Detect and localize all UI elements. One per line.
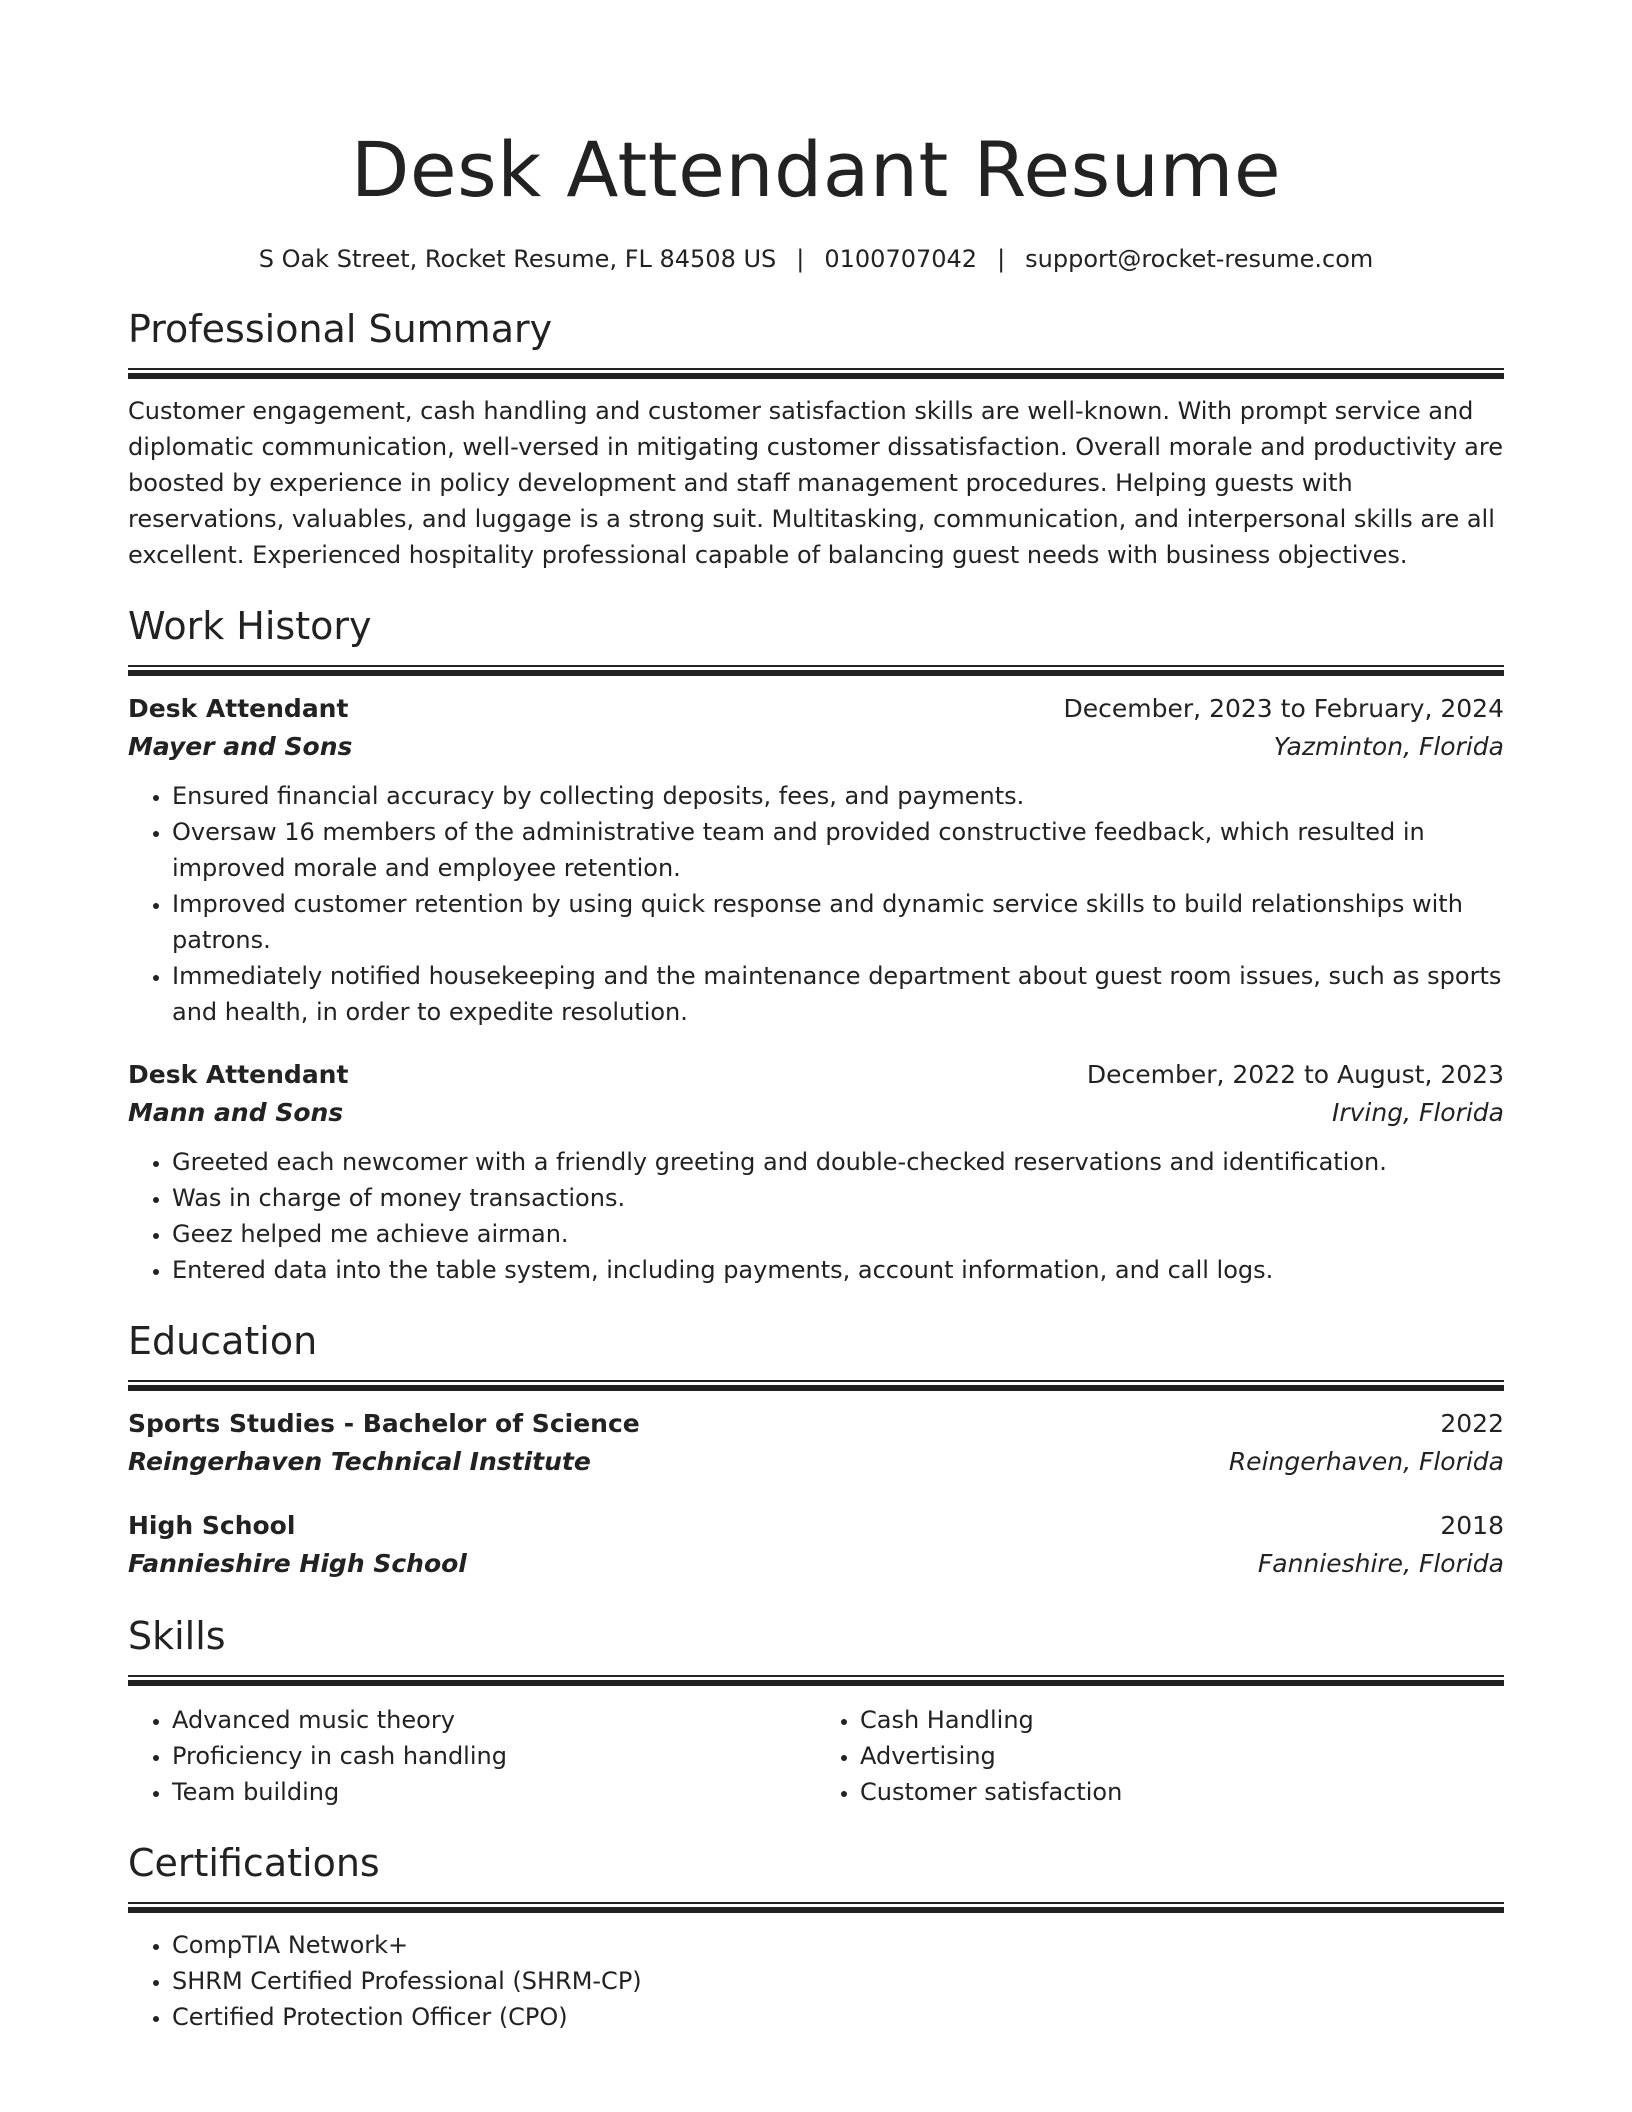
section-divider [128,368,1504,379]
certification-item: • SHRM Certified Professional (SHRM-CP) [172,1963,1504,1999]
skills-list-left [128,1702,816,1810]
summary-text: Customer engagement, cash handling and customer satisfaction skills are well-known. With prompt service and diplomatic communication, well-versed in mitigating customer dissatisfaction. Overall morale and productivity are boosted by experience in policy development and staff management procedures. Helping guests with reservations, valuables, and luggage is a strong suit. Multitasking, communication, and interpersonal skills are all excellent. Experienced hospitality professional capable of balancing guest needs with business objectives. [128,397,1503,569]
education-year: 2022 [1440,1409,1504,1438]
job-duty-item: • Was in charge of money transactions. [172,1180,1504,1216]
work-history-section [128,601,1504,1288]
job-duty-item: • Immediately notified housekeeping and the maintenance department about guest room issues, such as sports and health, in order to expedite resolution. [172,958,1504,1030]
job-dates: December, 2022 to August, 2023 [1086,1060,1504,1089]
job-duty-item: • Improved customer retention by using quick response and dynamic service skills to build relationships with patrons. [172,886,1504,958]
education-location: Reingerhaven, Florida [1228,1447,1504,1476]
summary-section [128,304,1504,573]
section-divider [128,1902,1504,1913]
contact-line [128,242,1504,276]
education-entry [128,1405,1504,1481]
job-location: Yazminton, Florida [1273,732,1504,761]
job-title: Desk Attendant [128,694,349,723]
section-divider [128,1675,1504,1686]
work-history-heading: Work History [128,604,372,648]
education-location: Fannieshire, Florida [1257,1549,1504,1578]
skill-item: • Advertising [860,1738,1504,1774]
education-entry [128,1507,1504,1583]
education-heading: Education [128,1319,318,1363]
education-school: Fannieshire High School [128,1549,467,1578]
skill-item: • Cash Handling [860,1702,1504,1738]
skill-item: • Team building [172,1774,816,1810]
education-degree: High School [128,1511,296,1540]
certifications-list [128,1927,1504,2035]
certification-item: • Certified Protection Officer (CPO) [172,1999,1504,2035]
job-duty-item: • Oversaw 16 members of the administrative team and provided constructive feedback, which resulted in improved morale and employee retention. [172,814,1504,886]
job-duties-list [128,778,1504,1030]
contact-phone: 0100707042 [824,245,978,273]
job-duty-item: • Greeted each newcomer with a friendly greeting and double-checked reservations and identification. [172,1144,1504,1180]
job-company: Mann and Sons [128,1098,344,1127]
skills-section [128,1611,1504,1810]
education-school-row [128,1545,1504,1583]
job-company-row [128,728,1504,766]
contact-address: S Oak Street, Rocket Resume, FL 84508 US [258,245,777,273]
skill-item: • Customer satisfaction [860,1774,1504,1810]
education-section [128,1316,1504,1583]
job-duties-list [128,1144,1504,1288]
job-company-row [128,1094,1504,1132]
job-company: Mayer and Sons [128,732,353,761]
skill-item: • Advanced music theory [172,1702,816,1738]
contact-email: support@rocket-resume.com [1025,245,1374,273]
contact-separator: | [997,245,1006,273]
certifications-heading: Certifications [128,1841,380,1885]
summary-heading: Professional Summary [128,307,553,351]
job-entry [128,1056,1504,1288]
certification-item: • CompTIA Network+ [172,1927,1504,1963]
skills-list-right [816,1702,1504,1810]
job-duty-item: • Ensured financial accuracy by collecting deposits, fees, and payments. [172,778,1504,814]
skills-heading: Skills [128,1614,226,1658]
job-header-row [128,1056,1504,1094]
section-divider [128,1380,1504,1391]
education-header-row [128,1405,1504,1443]
education-header-row [128,1507,1504,1545]
certifications-section [128,1838,1504,2035]
section-divider [128,665,1504,676]
job-duty-item: • Geez helped me achieve airman. [172,1216,1504,1252]
job-header-row [128,690,1504,728]
contact-separator: | [796,245,805,273]
job-dates: December, 2023 to February, 2024 [1063,694,1504,723]
job-title: Desk Attendant [128,1060,349,1089]
job-entry [128,690,1504,1030]
education-school-row [128,1443,1504,1481]
skills-grid [128,1700,1504,1810]
education-year: 2018 [1440,1511,1504,1540]
education-degree: Sports Studies - Bachelor of Science [128,1409,640,1438]
education-school: Reingerhaven Technical Institute [128,1447,591,1476]
skill-item: • Proficiency in cash handling [172,1738,816,1774]
resume-title: Desk Attendant Resume [350,125,1282,214]
job-location: Irving, Florida [1331,1098,1504,1127]
job-duty-item: • Entered data into the table system, including payments, account information, and call logs. [172,1252,1504,1288]
